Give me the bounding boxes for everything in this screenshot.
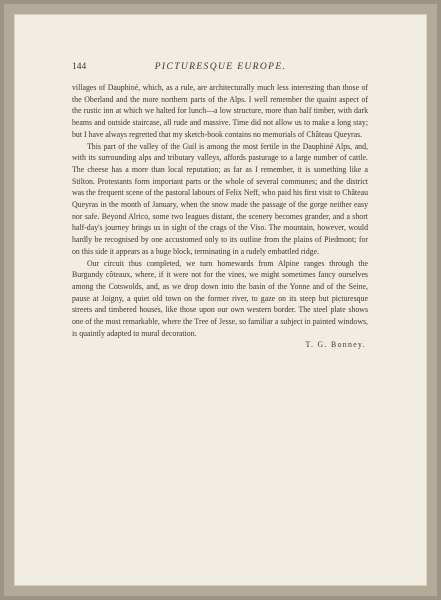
running-title: PICTURESQUE EUROPE. [154, 62, 287, 72]
page-header [72, 61, 369, 73]
page-number: 144 [72, 62, 87, 72]
book-page [14, 14, 427, 586]
paragraph: Our circuit thus completed, we turn homewards from Alpine ranges through the Burgundy côteaux, where, if it were not for the vines, we might sometimes fancy ourselves among the Cotswolds, and, as we drop down into the basin of the Yonne and of the Seine, pause at Joigny, a quiet old town on the former river, to gaze on its steep but picturesque streets and timbered houses, like those upon our own western border. The steel plate shows one of the most remarkable, where the Tree of Jesse, so familiar a subject in painted windows, is quaintly adapted to mural decoration. [72, 258, 368, 338]
body-text [72, 82, 368, 351]
author-signature: T. G. Bonney. [305, 340, 366, 350]
paragraph: villages of Dauphiné, which, as a rule, are architecturally much less interesting than those of the Oberland and the more northern parts of the Alps. I well remember the quaint aspect of the rustic inn at which we halted for lunch—a low structure, more than half timber, with dark beams and outside staircase, all rude and massive. Time did not allow us to make a long stay; but I have always regretted that my sketch-book contains no memorials of Château Queyras. [72, 83, 368, 139]
paragraph: This part of the valley of the Guil is among the most fertile in the Dauphiné Alps, and, with its surrounding alps and tributary valleys, affords pasturage to a large number of cattle. The cheese has a more than local reputation; as far as I remember, it is something like a Stilton. Protestants form important parts or the whole of several communes; and the district was the frequent scene of the pastoral labours of Felix Neff, who paid his first visit to Château Queyras in the month of January, when the snow made the passage of the gorge neither easy nor safe. Beyond Alrico, some two leagues distant, the scenery becomes grander, and a short half-day's journey brings us in sight of the crags of the Viso. The mountain, however, would hardly be recognised by one accustomed only to its outline from the plains of Piedmont; for on this side it appears as a huge block, terminating in a rudely embattled ridge. [72, 141, 368, 256]
